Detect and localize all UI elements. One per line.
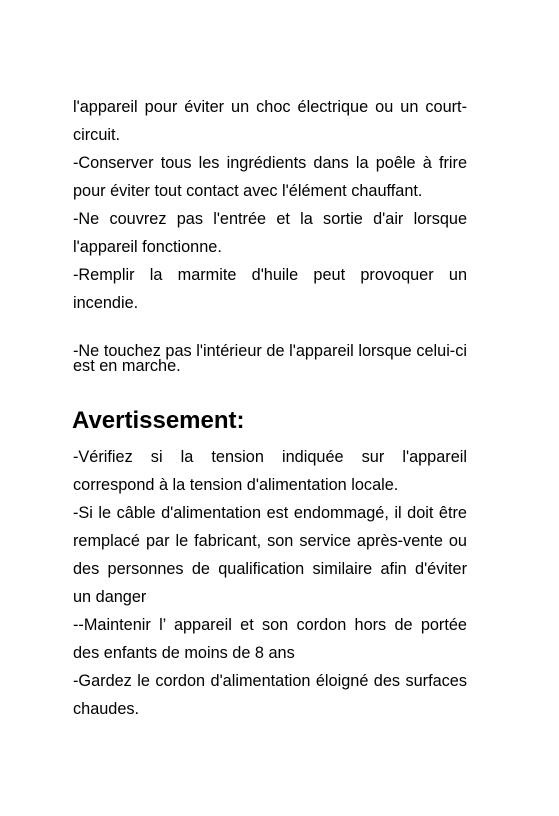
paragraph-ingredients-in-pan: -Conserver tous les ingrédients dans la poêle à frire pour éviter tout contact avec l'élément chauffant. [73, 154, 467, 200]
paragraph-voltage-check: -Vérifiez si la tension indiquée sur l'appareil correspond à la tension d'alimentation locale. [73, 448, 467, 494]
paragraph-shock-warning: l'appareil pour éviter un choc électrique ou un court-circuit. [73, 98, 467, 144]
paragraph-oil-fire-risk: -Remplir la marmite d'huile peut provoquer un incendie. [73, 266, 467, 312]
paragraph-do-not-touch-interior: -Ne touchez pas l'intérieur de l'appareil lorsque celui-ci est en marche. [73, 342, 467, 375]
section-heading-warning: Avertissement: [72, 407, 245, 434]
paragraph-keep-from-children: --Maintenir l’ appareil et son cordon hors de portée des enfants de moins de 8 ans [73, 616, 467, 662]
paragraph-air-vents: -Ne couvrez pas l'entrée et la sortie d'air lorsque l'appareil fonctionne. [73, 210, 467, 256]
safety-instructions-continued [73, 93, 467, 317]
paragraph-damaged-cable: -Si le câble d'alimentation est endommagé, il doit être remplacé par le fabricant, son service après-vente ou des personnes de qualification similaire afin d'éviter un danger [73, 504, 467, 606]
warning-section-body [73, 443, 467, 723]
paragraph-cord-away-from-heat: -Gardez le cordon d'alimentation éloigné des surfaces chaudes. [73, 672, 467, 718]
